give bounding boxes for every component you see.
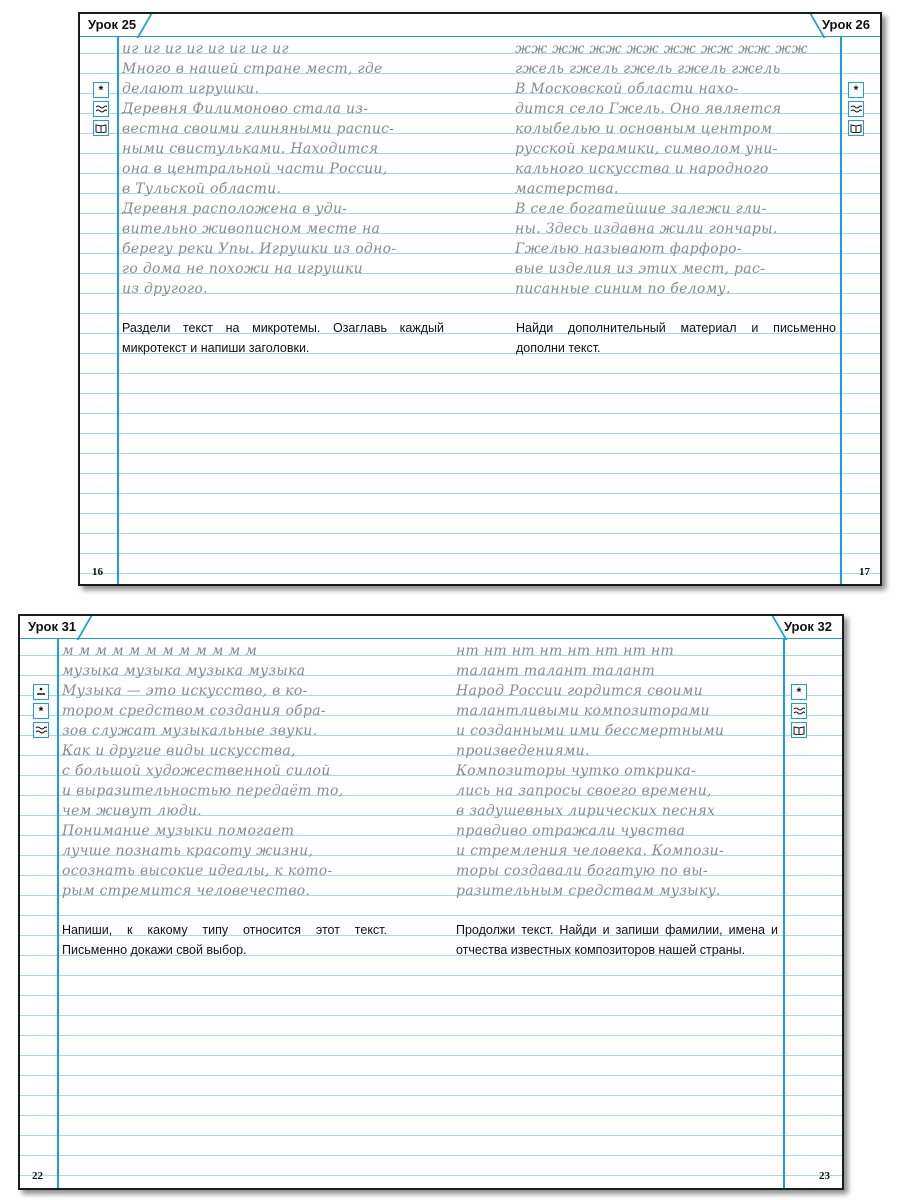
handwriting-line: ными свистульками. Находится (122, 141, 379, 157)
hint-icons-left (33, 684, 49, 738)
handwriting-line: правдиво отражали чувства (456, 823, 686, 839)
task-instruction-right: Найди дополнительный материал и письменно дополни текст. (516, 321, 836, 355)
handwriting-line: русской керамики, символом уни- (515, 141, 778, 157)
asterisk-icon: * (93, 82, 109, 98)
handwriting-line: берегу реки Упы. Игрушки из одно- (122, 241, 397, 257)
handwriting-line: жж жж жж жж жж жж жж жж (515, 41, 808, 57)
lesson-title: Урок 31 (28, 619, 77, 634)
lesson-title: Урок 25 (88, 17, 137, 32)
handwriting-line: иг иг иг иг иг иг иг иг (122, 41, 289, 57)
handwriting-line: в Тульской области. (122, 181, 282, 197)
margin-line-right (840, 36, 842, 584)
handwriting-line: вые изделия из этих мест, рас- (515, 261, 766, 277)
notebook-spread-lessons-25-26 (78, 12, 882, 586)
margin-line-right (783, 638, 785, 1188)
wave-icon (791, 703, 807, 719)
page-number-right: 23 (819, 1170, 830, 1182)
handwriting-line: с большой художественной силой (62, 763, 331, 779)
hint-icons-left (93, 82, 109, 136)
handwriting-line: Композиторы чутко открика- (456, 763, 697, 779)
handwriting-line: мастерства. (515, 181, 619, 197)
lesson-tab-right (822, 14, 880, 36)
asterisk-icon: * (33, 703, 49, 719)
lesson-title: Урок 26 (821, 17, 870, 32)
handwriting-line: В селе богатейшие залежи гли- (515, 201, 767, 217)
wave-icon (33, 722, 49, 738)
handwriting-line: осознать высокие идеалы, к кото- (62, 863, 333, 879)
handwriting-sample-left (62, 641, 387, 901)
handwriting-line: торы создавали богатую по вы- (456, 863, 708, 879)
lesson-title: Урок 32 (783, 619, 832, 634)
handwriting-line: лучше познать красоту жизни, (62, 843, 314, 859)
handwriting-line: Как и другие виды искусства, (62, 743, 296, 759)
margin-line-left (57, 638, 59, 1188)
handwriting-line: дится село Гжель. Оно является (515, 101, 782, 117)
page-number-left: 22 (32, 1170, 43, 1182)
header-bar (20, 616, 842, 639)
page-number-left: 16 (92, 566, 103, 578)
handwriting-line: В Московской области нахо- (515, 81, 739, 97)
handwriting-sample-right (456, 641, 781, 901)
task-instruction-left: Раздели текст на микротемы. Озаглавь каждый микротекст и напиши заголовки. (122, 321, 444, 355)
handwriting-line: лись на запросы своего времени, (456, 783, 712, 799)
handwriting-line: Деревня расположена в уди- (122, 201, 348, 217)
book-icon (93, 120, 109, 136)
handwriting-line: чем живут люди. (62, 803, 203, 819)
wave-icon (93, 101, 109, 117)
handwriting-line: колыбелью и основным центром (515, 121, 773, 137)
handwriting-line: Народ России гордится своими (456, 683, 703, 699)
header-bar (80, 14, 880, 37)
lesson-tab-left (80, 14, 136, 36)
handwriting-line: разительным средствам музыку. (456, 883, 721, 899)
lesson-tab-left (20, 616, 76, 638)
wave-icon (848, 101, 864, 117)
handwriting-line: тором средством создания обра- (62, 703, 326, 719)
handwriting-line: зов служат музыкальные звуки. (62, 723, 318, 739)
handwriting-line: талант талант талант (456, 663, 656, 679)
handwriting-line: вестна своими глиняными распис- (122, 121, 395, 137)
lesson-tab-right (784, 616, 842, 638)
handwriting-line: и выразительностью передаёт то, (62, 783, 344, 799)
notebook-spread-lessons-31-32 (18, 614, 844, 1190)
handwriting-line: произведениями. (456, 743, 590, 759)
handwriting-line: го дома не похожи на игрушки (122, 261, 363, 277)
handwriting-sample-right (515, 39, 837, 299)
book-icon (791, 722, 807, 738)
asterisk-icon: * (848, 82, 864, 98)
handwriting-line: кального искусства и народного (515, 161, 769, 177)
handwriting-line: нт нт нт нт нт нт нт нт (456, 643, 675, 659)
handwriting-line: в задушевных лирических песнях (456, 803, 716, 819)
handwriting-line: делают игрушки. (122, 81, 260, 97)
asterisk-icon: * (791, 684, 807, 700)
hint-icons-right (791, 684, 807, 738)
task-instruction-left: Напиши, к какому типу относится этот текст. Письменно докажи свой выбор. (62, 923, 387, 957)
handwriting-line: гжель гжель гжель гжель гжель (515, 61, 781, 77)
task-instruction-right: Продолжи текст. Найди и запиши фамилии, имена и отчества известных композиторов нашей страны. (456, 923, 778, 957)
handwriting-line: Понимание музыки помогает (62, 823, 295, 839)
book-icon (848, 120, 864, 136)
handwriting-line: из другого. (122, 281, 208, 297)
handwriting-sample-left (122, 39, 447, 299)
handwriting-line: Музыка — это искусство, в ко- (62, 683, 308, 699)
handwriting-line: Гжелью называют фарфоро- (515, 241, 742, 257)
handwriting-line: талантливыми композиторами (456, 703, 710, 719)
page-number-right: 17 (859, 566, 870, 578)
handwriting-line: музыка музыка музыка музыка (62, 663, 306, 679)
handwriting-line: вительно живописном месте на (122, 221, 381, 237)
handwriting-line: Много в нашей стране мест, где (122, 61, 383, 77)
handwriting-line: она в центральной части России, (122, 161, 388, 177)
handwriting-line: ны. Здесь издавна жили гончары. (515, 221, 778, 237)
handwriting-line: и стремления человека. Компози- (456, 843, 724, 859)
handwriting-line: писанные синим по белому. (515, 281, 731, 297)
handwriting-line: и созданными ими бессмертными (456, 723, 725, 739)
handwriting-line: Деревня Филимоново стала из- (122, 101, 369, 117)
hint-icons-right (848, 82, 864, 136)
handwriting-line: м м м м м м м м м м м м (62, 643, 258, 659)
margin-line-left (117, 36, 119, 584)
handwriting-line: рым стремится человечество. (62, 883, 311, 899)
colon-icon (33, 684, 49, 700)
